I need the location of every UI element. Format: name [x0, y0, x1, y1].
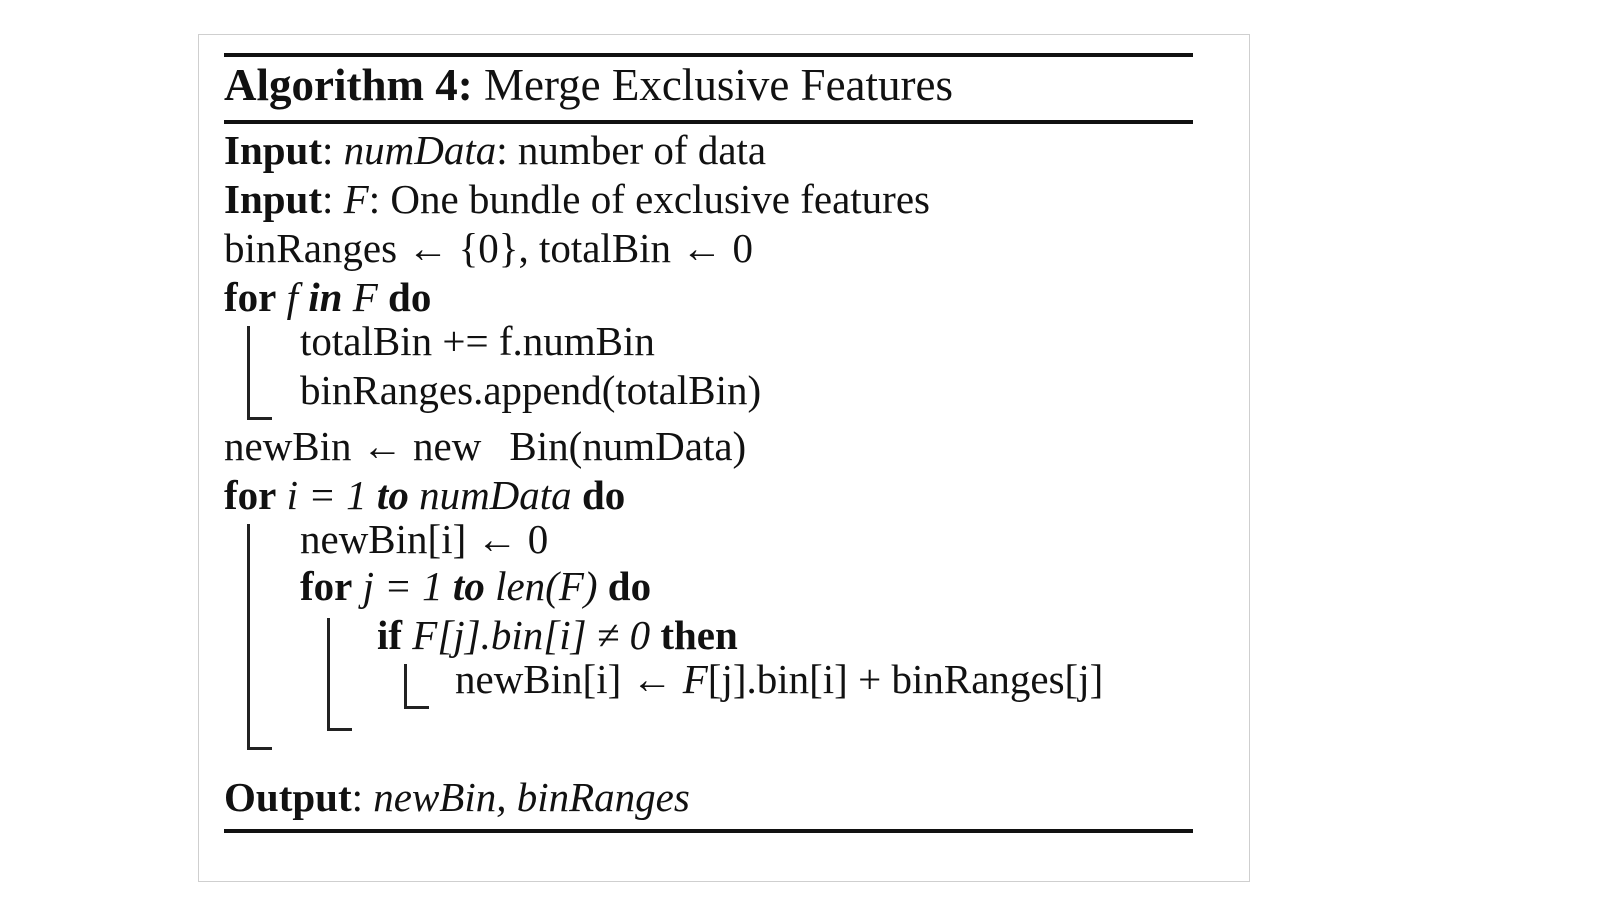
for-loop-2-header	[224, 472, 625, 518]
if-line	[377, 612, 738, 658]
for-keyword: for	[224, 472, 277, 518]
loop-var: f	[286, 274, 299, 320]
output-sep: :	[351, 774, 364, 820]
newbin-ctor: Bin(numData)	[509, 423, 747, 469]
loop1-body-line-1: totalBin += f.numBin	[300, 318, 655, 364]
input-desc: : One bundle of exclusive features	[368, 176, 930, 222]
newbin-assign: newBin ← new	[224, 423, 482, 469]
loop1-bracket-foot	[247, 417, 272, 420]
algorithm-name: Merge Exclusive Features	[483, 60, 953, 110]
newbin-line	[224, 423, 746, 469]
assign-rest: [j].bin[i] + binRanges[j]	[707, 656, 1104, 702]
input-keyword: Input	[224, 176, 323, 222]
do-keyword: do	[388, 274, 432, 320]
in-keyword: in	[308, 274, 343, 320]
algorithm-label: Algorithm 4:	[224, 60, 473, 110]
loop-condition: i = 1	[286, 472, 367, 518]
assign-var: F	[682, 656, 708, 702]
loop-limit: numData	[419, 472, 572, 518]
input-line-1	[224, 127, 766, 173]
loop3-bracket-foot	[327, 728, 352, 731]
loop-set: F	[352, 274, 378, 320]
init-line: binRanges ← {0}, totalBin ← 0	[224, 225, 754, 271]
assign-line	[455, 656, 1103, 702]
assign-lhs: newBin[i] ←	[455, 656, 673, 702]
for-keyword: for	[224, 274, 277, 320]
loop-condition: j = 1	[362, 563, 443, 609]
loop3-bracket-vertical	[327, 618, 330, 731]
loop1-body-line-2: binRanges.append(totalBin)	[300, 367, 762, 413]
header-rule	[224, 120, 1193, 124]
for-loop-3-header	[300, 563, 651, 609]
input-sep: :	[322, 127, 334, 173]
if-condition: F[j].bin[i] ≠ 0	[412, 612, 651, 658]
input-line-2	[224, 176, 930, 222]
input-var: F	[343, 176, 369, 222]
if-keyword: if	[377, 612, 403, 658]
top-rule	[224, 53, 1193, 57]
input-desc: : number of data	[496, 127, 767, 173]
input-sep: :	[322, 176, 334, 222]
to-keyword: to	[376, 472, 409, 518]
loop2-bracket-foot	[247, 747, 272, 750]
for-keyword: for	[300, 563, 353, 609]
do-keyword: do	[581, 472, 626, 518]
if-bracket-vertical	[404, 664, 407, 709]
loop1-bracket-vertical	[247, 326, 250, 420]
if-bracket-foot	[404, 706, 429, 709]
loop-limit: len(F)	[495, 563, 598, 609]
loop2-bracket-vertical	[247, 524, 250, 750]
do-keyword: do	[607, 563, 652, 609]
for-loop-1-header	[224, 274, 431, 320]
output-line	[224, 774, 690, 820]
input-keyword: Input	[224, 127, 323, 173]
to-keyword: to	[452, 563, 485, 609]
then-keyword: then	[660, 612, 738, 658]
output-vars: newBin, binRanges	[373, 774, 690, 820]
loop2-init-line: newBin[i] ← 0	[300, 516, 549, 562]
input-var: numData	[343, 127, 497, 173]
output-keyword: Output	[224, 774, 352, 820]
bottom-rule	[224, 829, 1193, 833]
algorithm-title	[224, 60, 953, 110]
